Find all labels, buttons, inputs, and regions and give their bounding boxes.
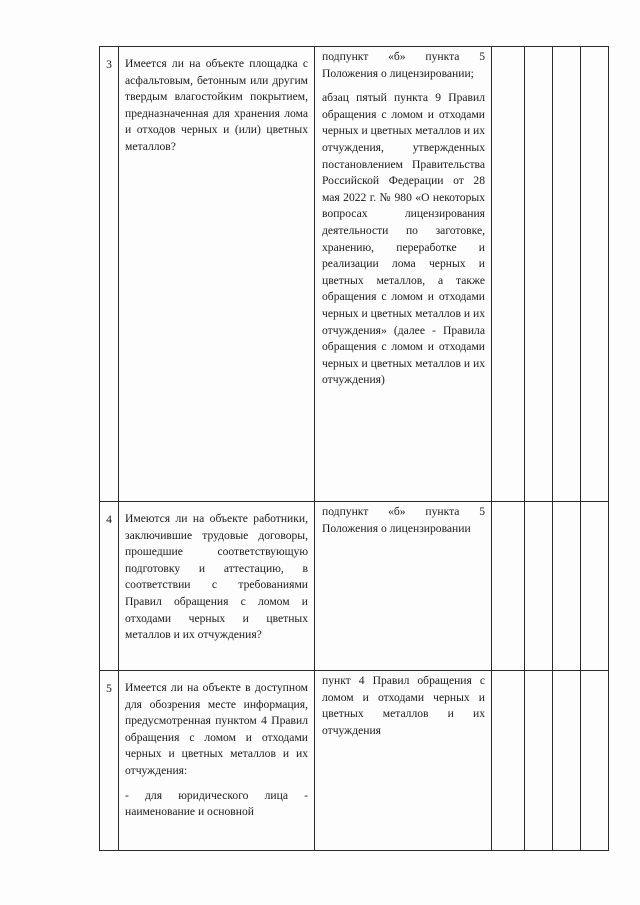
legal-basis-text: подпункт «б» пункта 5 Положения о лицензировании;: [322, 50, 485, 80]
answer-cell: [553, 47, 581, 502]
checklist-table: [99, 46, 609, 851]
question-text: Имеются ли на объекте работники, заключившие трудовые договоры, прошедшие соответствующую подготовку и аттестацию, в соответствии с требованиями Правил обращения с ломом и отходами черных и цветных металлов и их отчуждения?: [125, 512, 308, 642]
answer-cell: [581, 671, 609, 851]
row-number: 4: [100, 502, 119, 671]
legal-basis-cell: [315, 671, 492, 851]
table-row: [100, 47, 609, 502]
answer-cell: [525, 502, 553, 671]
question-cell: [119, 671, 315, 851]
answer-cell: [525, 671, 553, 851]
answer-cell: [581, 47, 609, 502]
answer-cell: [525, 47, 553, 502]
answer-cell: [553, 502, 581, 671]
question-text: Имеется ли на объекте в доступном для обозрения месте информация, предусмотренная пунктом 4 Правил обращения с ломом и отходами черных и цветных металлов и их отчуждения:: [125, 681, 308, 777]
answer-cell: [492, 671, 525, 851]
table-row: [100, 502, 609, 671]
row-number: 3: [100, 47, 119, 502]
legal-basis-text: абзац пятый пункта 9 Правил обращения с ломом и отходами черных и цветных металлов и их отчуждения, утвержденных постановлением Правительства Российской Федерации от 28 мая 2022 г. № 980 «О некоторых вопросах лицензирования деятельности по заготовке, хранению, переработке и реализации лома черных и цветных металлов, а также обращения с ломом и отходами черных и цветных металлов и их отчуждения» (далее - Правила обращения с ломом и отходами черных и цветных металлов и их отчуждения): [322, 91, 485, 387]
question-subitem-text: - для юридического лица - наименование и основной: [125, 788, 308, 819]
question-text: Имеется ли на объекте площадка с асфальтовым, бетонным или другим твердым влагостойким покрытием, предназначенная для хранения лома и отходов черных и (или) цветных металлов?: [125, 57, 308, 153]
question-cell: [119, 502, 315, 671]
legal-basis-text: пункт 4 Правил обращения с ломом и отходами черных и цветных металлов и их отчуждения: [322, 674, 485, 737]
answer-cell: [581, 502, 609, 671]
table-row: [100, 671, 609, 851]
legal-basis-cell: [315, 47, 492, 502]
answer-cell: [492, 47, 525, 502]
question-cell: [119, 47, 315, 502]
answer-cell: [492, 502, 525, 671]
answer-cell: [553, 671, 581, 851]
row-number: 5: [100, 671, 119, 851]
legal-basis-cell: [315, 502, 492, 671]
legal-basis-text: подпункт «б» пункта 5 Положения о лицензировании: [322, 505, 485, 535]
